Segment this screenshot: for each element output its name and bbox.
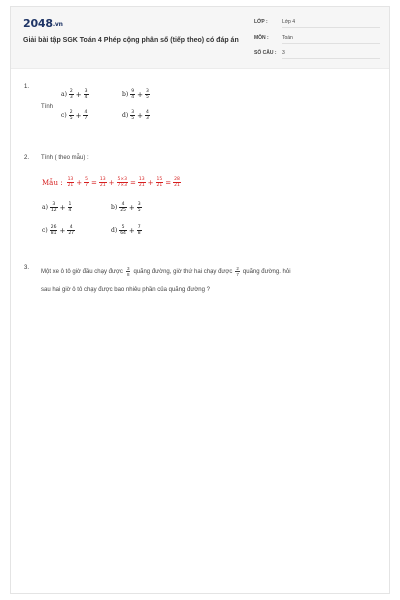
worksheet-header (11, 7, 389, 69)
q1-item-c: c) $\frac{2}{5}$ + $\frac{4}{7}$ (61, 110, 88, 121)
question-2-instruction: Tính ( theo mẫu) : (41, 155, 89, 161)
q1-item-b: b) $\frac{9}{4}$ + $\frac{3}{5}$ (122, 89, 149, 100)
sample-label: Mẫu : (42, 178, 63, 187)
question-3-number: 3. (24, 265, 30, 271)
meta-subject: MÔN : Toán (254, 35, 293, 41)
question-3-line-1: Một xe ô tô giờ đầu chạy được $\frac{3}{8}$ quãng đường, giờ thứ hai chạy được $\frac{2}{7}$ quãng đường. hỏi (41, 266, 291, 277)
q2-sample: Mẫu : $\frac{13}{21}$ + $\frac{5}{7}$ = $\frac{13}{21}$ + $\frac{5\times 3}{7\times 3}$ = $\frac{13}{21}$ + $\frac{15}{21}$ = $\frac{28}{21}$ (42, 177, 180, 188)
page-title: Giải bài tập SGK Toán 4 Phép cộng phân số (tiếp theo) có đáp án (23, 37, 239, 44)
q2-item-c: c) $\frac{26}{81}$ + $\frac{4}{27}$ (42, 225, 75, 236)
meta-question-count: SỐ CÂU : 3 (254, 50, 285, 56)
question-1-instruction: Tính (41, 104, 54, 110)
q1-item-a: a) $\frac{2}{3}$ + $\frac{3}{4}$ (61, 89, 88, 100)
q2-item-a: a) $\frac{3}{12}$ + $\frac{1}{4}$ (42, 202, 72, 213)
site-logo[interactable]: 2048.vn (23, 17, 63, 30)
q2-item-b: b) $\frac{4}{25}$ + $\frac{3}{5}$ (111, 202, 141, 213)
q1-item-d: d) $\frac{3}{5}$ + $\frac{4}{3}$ (122, 110, 149, 121)
question-2-number: 2. (24, 155, 30, 161)
q2-item-d: d) $\frac{5}{64}$ + $\frac{7}{8}$ (111, 225, 141, 236)
worksheet-page (10, 6, 390, 594)
question-1-number: 1. (24, 84, 30, 90)
question-3-line-2: sau hai giờ ô tô chạy được bao nhiêu phần của quãng đường ? (41, 287, 210, 293)
meta-grade: LỚP : Lớp 4 (254, 19, 295, 25)
